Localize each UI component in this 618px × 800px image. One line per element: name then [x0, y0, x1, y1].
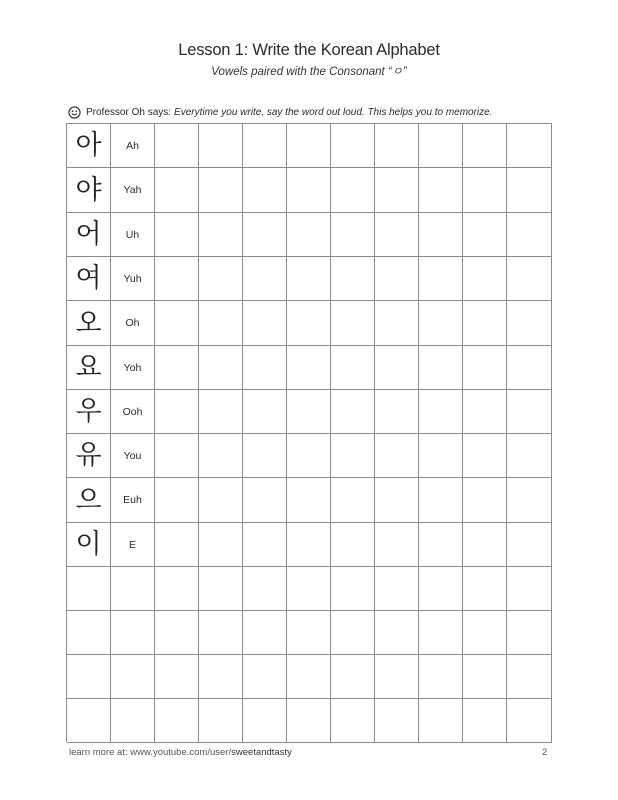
- hangul-character: 아: [75, 130, 102, 161]
- practice-cell: [155, 655, 199, 699]
- practice-cell: [507, 257, 552, 301]
- hint-speaker: Professor Oh says:: [86, 107, 172, 118]
- romanization-cell: [111, 478, 155, 523]
- practice-cell: [463, 124, 507, 168]
- practice-cell: [375, 346, 419, 390]
- practice-cell: [287, 346, 331, 390]
- practice-cell: [331, 301, 375, 346]
- practice-cell: [507, 168, 552, 213]
- practice-cell: [243, 213, 287, 257]
- practice-cell: [419, 168, 463, 213]
- practice-cell: [463, 301, 507, 346]
- practice-cell: [155, 478, 199, 523]
- practice-cell: [243, 434, 287, 478]
- hangul-character: 요: [75, 352, 102, 383]
- practice-cell: [287, 168, 331, 213]
- practice-cell: [507, 523, 552, 567]
- practice-cell: [287, 301, 331, 346]
- practice-cell: [287, 390, 331, 434]
- practice-cell: [155, 124, 199, 168]
- practice-cell: [199, 213, 243, 257]
- romanization-cell: [111, 168, 155, 213]
- practice-cell: [331, 168, 375, 213]
- practice-cell: [199, 346, 243, 390]
- practice-cell: [463, 567, 507, 611]
- practice-cell: [331, 655, 375, 699]
- practice-cell: [507, 434, 552, 478]
- page-subtitle: Vowels paired with the Consonant “ㅇ”: [211, 66, 407, 78]
- practice-cell: [287, 567, 331, 611]
- practice-cell: [243, 655, 287, 699]
- smiley-face-icon: [68, 106, 81, 119]
- practice-cell: [243, 390, 287, 434]
- practice-cell: [287, 213, 331, 257]
- practice-cell: [331, 478, 375, 523]
- practice-cell: [111, 567, 155, 611]
- hangul-cell: [67, 434, 111, 478]
- romanization-label: Ah: [126, 139, 139, 152]
- practice-row: [67, 257, 552, 301]
- romanization-cell: [111, 434, 155, 478]
- practice-cell: [507, 213, 552, 257]
- practice-cell: [155, 213, 199, 257]
- practice-cell: [507, 611, 552, 655]
- practice-cell: [111, 611, 155, 655]
- hangul-character: 여: [75, 263, 102, 294]
- practice-row: [67, 434, 552, 478]
- practice-cell: [419, 124, 463, 168]
- practice-row: [67, 168, 552, 213]
- practice-cell: [243, 346, 287, 390]
- practice-cell: [67, 655, 111, 699]
- hangul-character: 으: [75, 484, 102, 516]
- practice-cell: [199, 257, 243, 301]
- practice-cell: [419, 213, 463, 257]
- romanization-label: Yuh: [123, 272, 142, 285]
- practice-cell: [199, 124, 243, 168]
- practice-cell: [155, 390, 199, 434]
- practice-cell: [331, 346, 375, 390]
- hangul-cell: [67, 390, 111, 434]
- practice-cell: [155, 301, 199, 346]
- romanization-cell: [111, 523, 155, 567]
- practice-cell: [375, 124, 419, 168]
- practice-cell: [507, 346, 552, 390]
- romanization-cell: [111, 346, 155, 390]
- practice-cell: [463, 478, 507, 523]
- practice-cell: [111, 699, 155, 743]
- practice-cell: [243, 301, 287, 346]
- practice-cell: [507, 478, 552, 523]
- practice-cell: [463, 168, 507, 213]
- practice-cell: [155, 434, 199, 478]
- practice-cell: [155, 567, 199, 611]
- practice-cell: [463, 611, 507, 655]
- hangul-character: 이: [75, 529, 102, 560]
- practice-cell: [331, 699, 375, 743]
- practice-cell: [419, 390, 463, 434]
- practice-row: [67, 301, 552, 346]
- practice-cell: [287, 655, 331, 699]
- practice-cell: [287, 124, 331, 168]
- practice-cell: [243, 611, 287, 655]
- practice-cell: [419, 567, 463, 611]
- practice-cell: [463, 699, 507, 743]
- practice-cell: [375, 390, 419, 434]
- practice-cell: [287, 478, 331, 523]
- practice-cell: [155, 699, 199, 743]
- empty-practice-row: [67, 611, 552, 655]
- hangul-cell: [67, 478, 111, 523]
- writing-practice-grid: [66, 123, 552, 742]
- practice-cell: [111, 655, 155, 699]
- romanization-cell: [111, 124, 155, 168]
- practice-row: [67, 346, 552, 390]
- practice-cell: [375, 168, 419, 213]
- practice-cell: [463, 523, 507, 567]
- practice-cell: [331, 523, 375, 567]
- practice-cell: [155, 168, 199, 213]
- practice-cell: [419, 699, 463, 743]
- practice-cell: [199, 655, 243, 699]
- practice-cell: [243, 478, 287, 523]
- practice-cell: [375, 213, 419, 257]
- practice-cell: [375, 301, 419, 346]
- hangul-character: 오: [75, 307, 102, 339]
- hangul-character: 유: [75, 440, 102, 471]
- page-title: Lesson 1: Write the Korean Alphabet: [178, 41, 440, 59]
- practice-cell: [507, 655, 552, 699]
- practice-cell: [463, 257, 507, 301]
- hint-message: Everytime you write, say the word out loud. This helps you to memorize.: [174, 107, 493, 118]
- practice-cell: [463, 434, 507, 478]
- hangul-cell: [67, 257, 111, 301]
- practice-cell: [199, 699, 243, 743]
- practice-cell: [287, 523, 331, 567]
- practice-cell: [507, 390, 552, 434]
- hangul-character: 우: [75, 396, 102, 427]
- practice-cell: [331, 213, 375, 257]
- romanization-label: Ooh: [122, 405, 143, 418]
- practice-cell: [67, 699, 111, 743]
- practice-cell: [243, 699, 287, 743]
- professor-hint: [68, 106, 493, 119]
- practice-cell: [155, 611, 199, 655]
- practice-cell: [463, 346, 507, 390]
- romanization-cell: [111, 301, 155, 346]
- practice-cell: [287, 611, 331, 655]
- romanization-cell: [111, 257, 155, 301]
- empty-practice-row: [67, 655, 552, 699]
- practice-row: [67, 124, 552, 168]
- practice-cell: [419, 434, 463, 478]
- hangul-cell: [67, 346, 111, 390]
- footer-link[interactable]: sweetandtasty: [231, 747, 292, 758]
- practice-cell: [199, 168, 243, 213]
- practice-cell: [67, 567, 111, 611]
- practice-row: [67, 390, 552, 434]
- practice-cell: [243, 124, 287, 168]
- practice-cell: [463, 655, 507, 699]
- practice-cell: [243, 567, 287, 611]
- practice-cell: [331, 567, 375, 611]
- practice-cell: [199, 611, 243, 655]
- practice-cell: [375, 567, 419, 611]
- practice-cell: [243, 523, 287, 567]
- practice-cell: [199, 478, 243, 523]
- practice-cell: [375, 257, 419, 301]
- hangul-cell: [67, 124, 111, 168]
- practice-cell: [287, 699, 331, 743]
- practice-cell: [331, 124, 375, 168]
- practice-cell: [243, 257, 287, 301]
- empty-practice-row: [67, 699, 552, 743]
- practice-cell: [375, 611, 419, 655]
- practice-cell: [155, 346, 199, 390]
- romanization-cell: [111, 390, 155, 434]
- practice-cell: [199, 434, 243, 478]
- practice-cell: [375, 478, 419, 523]
- practice-cell: [287, 257, 331, 301]
- romanization-label: E: [128, 538, 136, 551]
- practice-cell: [155, 257, 199, 301]
- practice-row: [67, 523, 552, 567]
- practice-cell: [375, 523, 419, 567]
- practice-cell: [463, 213, 507, 257]
- practice-cell: [287, 434, 331, 478]
- romanization-cell: [111, 213, 155, 257]
- practice-cell: [331, 390, 375, 434]
- practice-cell: [199, 523, 243, 567]
- practice-cell: [419, 346, 463, 390]
- hangul-cell: [67, 523, 111, 567]
- practice-cell: [419, 523, 463, 567]
- practice-cell: [419, 257, 463, 301]
- practice-cell: [419, 478, 463, 523]
- hangul-cell: [67, 168, 111, 213]
- practice-cell: [199, 567, 243, 611]
- practice-cell: [419, 611, 463, 655]
- practice-cell: [331, 611, 375, 655]
- practice-cell: [507, 567, 552, 611]
- practice-cell: [507, 699, 552, 743]
- romanization-label: You: [123, 449, 142, 462]
- practice-cell: [463, 390, 507, 434]
- practice-row: [67, 478, 552, 523]
- practice-cell: [331, 434, 375, 478]
- practice-cell: [375, 655, 419, 699]
- practice-row: [67, 213, 552, 257]
- practice-cell: [199, 301, 243, 346]
- romanization-label: Yah: [123, 184, 142, 196]
- romanization-label: Oh: [125, 317, 140, 329]
- romanization-label: Euh: [123, 494, 142, 506]
- hangul-character: 어: [75, 219, 102, 250]
- empty-practice-row: [67, 567, 552, 611]
- practice-cell: [507, 124, 552, 168]
- practice-cell: [375, 434, 419, 478]
- page-number: 2: [542, 747, 548, 758]
- practice-cell: [507, 301, 552, 346]
- footer-text: [69, 747, 292, 758]
- hangul-cell: [67, 301, 111, 346]
- practice-cell: [243, 168, 287, 213]
- romanization-label: Uh: [125, 228, 140, 241]
- practice-cell: [155, 523, 199, 567]
- romanization-label: Yoh: [123, 361, 142, 374]
- hangul-character: 야: [75, 174, 102, 206]
- practice-cell: [375, 699, 419, 743]
- practice-cell: [199, 390, 243, 434]
- hangul-cell: [67, 213, 111, 257]
- practice-cell: [331, 257, 375, 301]
- practice-cell: [419, 655, 463, 699]
- practice-cell: [419, 301, 463, 346]
- footer-prefix: learn more at: www.youtube.com/user/: [69, 747, 232, 758]
- practice-cell: [67, 611, 111, 655]
